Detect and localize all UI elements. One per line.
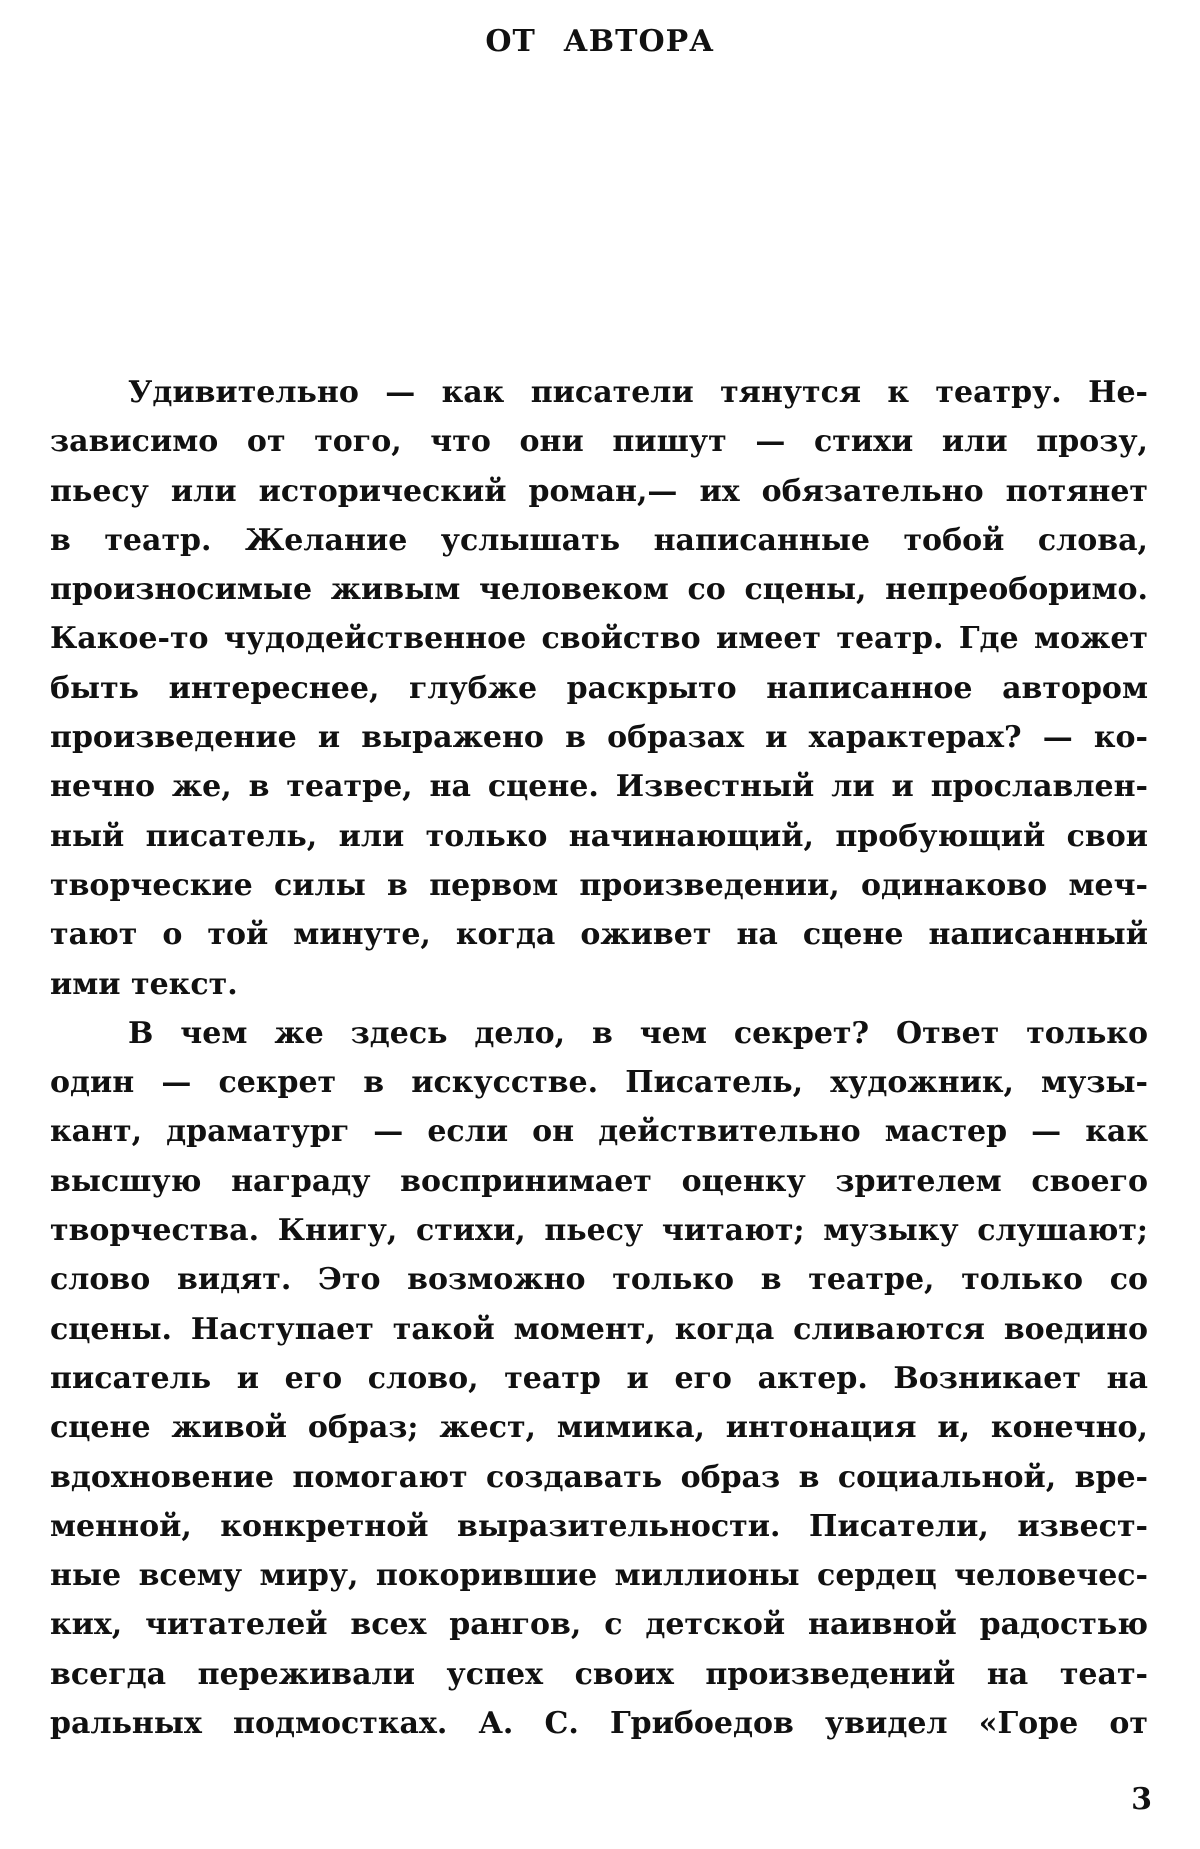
text-line: Какое-то чудодейственное свойство имеет театр. Где может xyxy=(50,621,1148,657)
text-line: ный писатель, или только начинающий, пробующий свои xyxy=(50,818,1148,854)
text-line: кант, драматург — если он действительно мастер — как xyxy=(50,1114,1148,1150)
paragraph-2 xyxy=(50,1009,1148,1748)
text-line: творчества. Книгу, стихи, пьесу читают; музыку слушают; xyxy=(50,1213,1148,1249)
text-line: в театр. Желание услышать написанные тобой слова, xyxy=(50,522,1148,558)
text-line: тают о той минуте, когда оживет на сцене написанный xyxy=(50,917,1148,953)
text-line: менной, конкретной выразительности. Писатели, извест- xyxy=(50,1508,1148,1544)
text-line: произносимые живым человеком со сцены, непреоборимо. xyxy=(50,572,1148,608)
text-line: один — секрет в искусстве. Писатель, художник, музы- xyxy=(50,1065,1148,1101)
text-line: слово видят. Это возможно только в театре, только со xyxy=(50,1262,1148,1298)
page-title: ОТ АВТОРА xyxy=(485,24,715,59)
text-line: вдохновение помогают создавать образ в социальной, вре- xyxy=(50,1459,1148,1495)
text-line: быть интереснее, глубже раскрыто написанное автором xyxy=(50,670,1148,706)
text-line: зависимо от того, что они пишут — стихи или прозу, xyxy=(50,424,1148,460)
page-number: 3 xyxy=(1131,1782,1152,1817)
text-line: ные всему миру, покорившие миллионы сердец человечес- xyxy=(50,1558,1148,1594)
text-line: ими текст. xyxy=(50,966,238,1002)
text-line: ких, читателей всех рангов, с детской наивной радостью xyxy=(50,1607,1148,1643)
text-line: произведение и выражено в образах и характерах? — ко- xyxy=(50,720,1148,756)
text-line: нечно же, в театре, на сцене. Известный ли и прославлен- xyxy=(50,769,1148,805)
text-line: высшую награду воспринимает оценку зрителем своего xyxy=(50,1163,1148,1199)
body-text xyxy=(50,368,1148,1748)
text-line: Удивительно — как писатели тянутся к театру. Не- xyxy=(128,375,1148,410)
text-line: всегда переживали успех своих произведений на теат- xyxy=(50,1656,1148,1692)
text-line: ральных подмостках. А. С. Грибоедов увидел «Горе от xyxy=(50,1706,1148,1742)
paragraph-1 xyxy=(50,368,1148,1009)
text-line: В чем же здесь дело, в чем секрет? Ответ только xyxy=(128,1015,1148,1051)
text-line: писатель и его слово, театр и его актер. Возникает на xyxy=(50,1360,1148,1396)
text-line: творческие силы в первом произведении, одинаково меч- xyxy=(50,867,1148,903)
text-line: пьесу или исторический роман,— их обязательно потянет xyxy=(50,473,1148,509)
text-line: сцене живой образ; жест, мимика, интонация и, конечно, xyxy=(50,1410,1148,1446)
text-line: сцены. Наступает такой момент, когда сливаются воедино xyxy=(50,1311,1148,1347)
